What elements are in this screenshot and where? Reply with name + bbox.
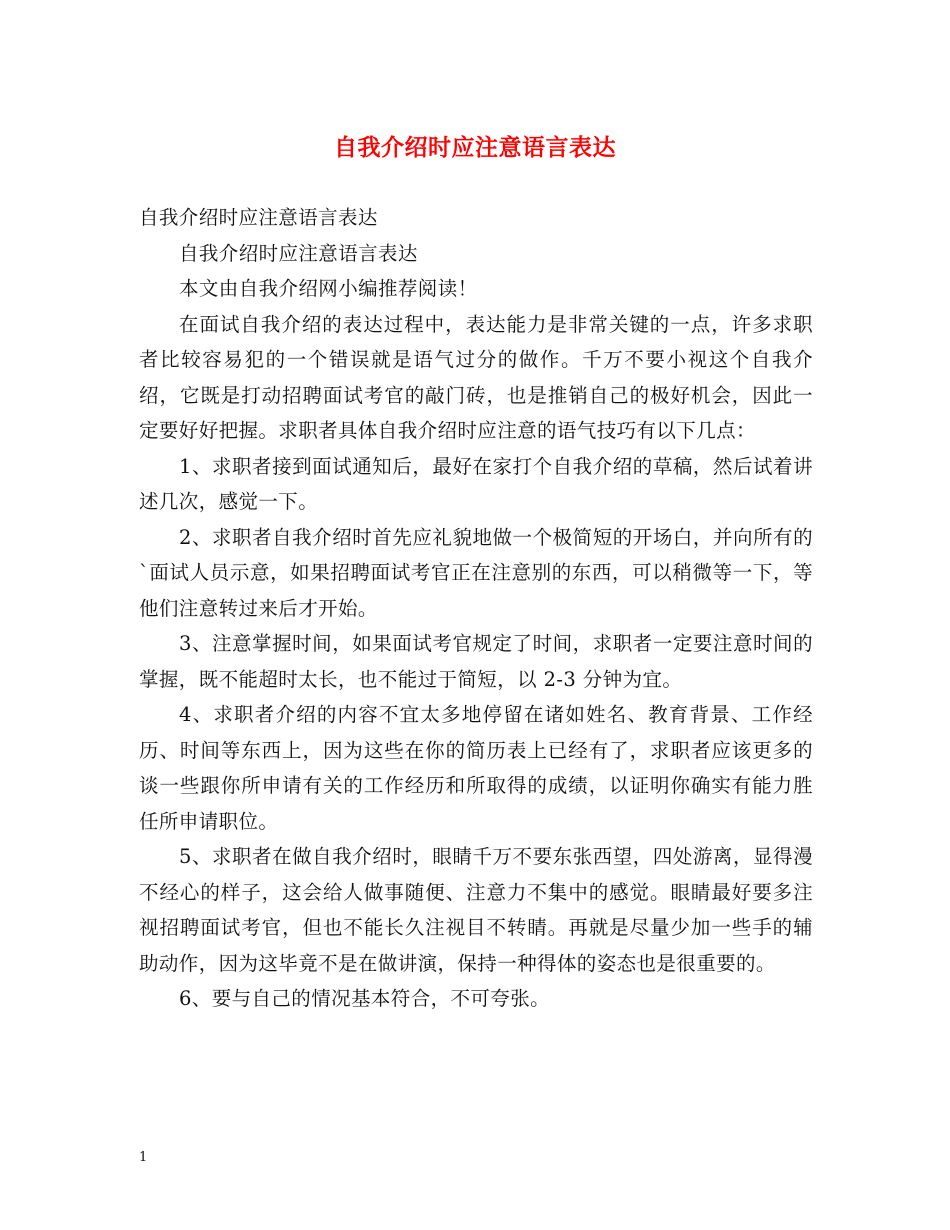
document-body xyxy=(139,200,813,1017)
document-title: 自我介绍时应注意语言表达 xyxy=(334,134,616,161)
paragraph-tip-1: 1、求职者接到面试通知后，最好在家打个自我介绍的草稿，然后试着讲述几次，感觉一下。 xyxy=(139,454,813,513)
paragraph-tip-5: 5、求职者在做自我介绍时，眼睛千万不要东张西望，四处游离，显得漫不经心的样子，这会给人做事随便、注意力不集中的感觉。眼睛最好要多注视招聘面试考官，但也不能长久注视目不转睛。再就是尽量少加一些手的辅助动作，因为这毕竟不是在做讲演，保持一种得体的姿态也是很重要的。 xyxy=(139,845,813,975)
paragraph-tip-6: 6、要与自己的情况基本符合，不可夸张。 xyxy=(179,987,551,1010)
paragraph-subheading: 自我介绍时应注意语言表达 xyxy=(179,241,418,265)
paragraph-intro: 在面试自我介绍的表达过程中，表达能力是非常关键的一点，许多求职者比较容易犯的一个错误就是语气过分的做作。千万不要小视这个自我介绍，它既是打动招聘面试考官的敲门砖，也是推销自己的极好机会，因此一定要好好把握。求职者具体自我介绍时应注意的语气技巧有以下几点： xyxy=(139,312,813,442)
page-number: 1 xyxy=(139,1150,148,1165)
paragraph-tip-2: 2、求职者自我介绍时首先应礼貌地做一个极简短的开场白，并向所有的`面试人员示意，如果招聘面试考官正在注意别的东西，可以稍微等一下，等他们注意转过来后才开始。 xyxy=(139,525,813,620)
paragraph-heading: 自我介绍时应注意语言表达 xyxy=(139,206,378,229)
paragraph-source-note: 本文由自我介绍网小编推荐阅读！ xyxy=(179,277,478,300)
paragraph-tip-4: 4、求职者介绍的内容不宜太多地停留在诸如姓名、教育背景、工作经历、时间等东西上，因为这些在你的简历表上已经有了，求职者应该更多的谈一些跟你所申请有关的工作经历和所取得的成绩，以证明你确实有能力胜任所申请职位。 xyxy=(139,703,813,833)
paragraph-tip-3: 3、注意掌握时间，如果面试考官规定了时间，求职者一定要注意时间的掌握，既不能超时太长，也不能过于简短，以 2-3 分钟为宜。 xyxy=(139,632,813,691)
